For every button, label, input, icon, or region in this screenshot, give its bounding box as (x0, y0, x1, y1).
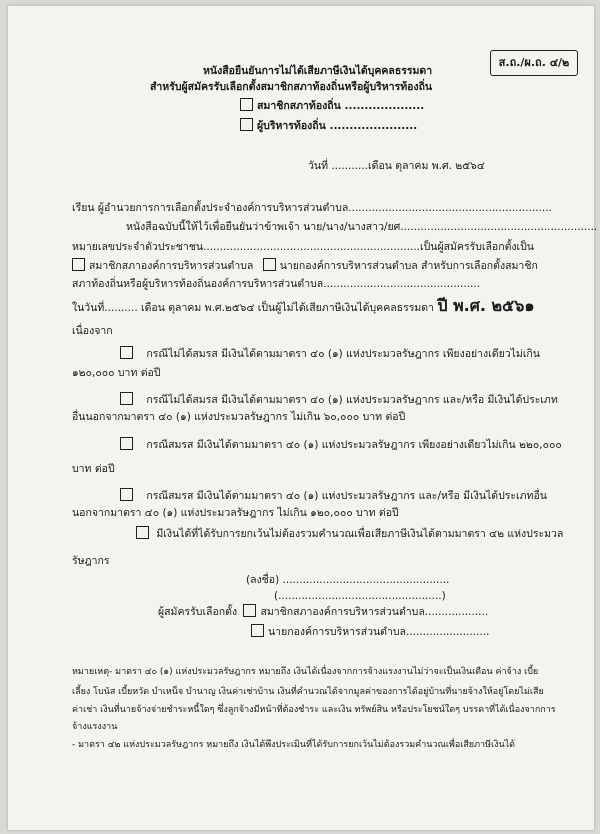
signature-name: (.................................................) (274, 590, 446, 602)
note-line1: หมายเหตุ- มาตรา ๔๐ (๑) แห่งประมวลรัษฎากร หมายถึง เงินได้เนื่องจากการจ้างแรงงานไม่ว่าจะเป็นเงินเดือน ค่าจ้าง เบี้ย (72, 667, 539, 677)
option-member-label: สมาชิกสภาท้องถิ่น .................... (257, 100, 425, 112)
candidate-option1-label: สมาชิกสภาองค์การบริหารส่วนตำบล (89, 260, 254, 272)
form-sheet (8, 6, 598, 830)
sig-option1-row (158, 604, 488, 619)
affirm-line: หนังสือฉบับนี้ให้ไว้เพื่อยืนยันว่าข้าพเจ้า นาย/นาง/นางสาว/ยศ........................................................... (126, 221, 598, 233)
case2-text: กรณีไม่ได้สมรส มีเงินได้ตามมาตรา ๔๐ (๑) แห่งประมวลรัษฎากร และ/หรือ มีเงินได้ประเภท (146, 394, 558, 406)
case1-text: กรณีไม่ได้สมรส มีเงินได้ตามมาตรา ๔๐ (๑) แห่งประมวลรัษฎากร เพียงอย่างเดียวไม่เกิน (146, 348, 540, 360)
signature-label: (ลงชื่อ) .................................................. (246, 574, 450, 586)
case4-line2: นอกจากมาตรา ๔๐ (๑) แห่งประมวลรัษฎากร ไม่เกิน ๑๒๐,๐๐๐ บาท ต่อปี (72, 507, 399, 519)
id-line: หมายเลขประจำตัวประชาชน.................................................................เป็นผู้สมัครรับเลือกตั้งเป็น (72, 241, 534, 253)
case5-text: มีเงินได้ที่ได้รับการยกเว้นไม่ต้องรวมคำนวณเพื่อเสียภาษีเงินได้ตามมาตรา ๔๒ แห่งประมวล (156, 528, 564, 540)
case5-checkbox[interactable] (136, 526, 149, 539)
option-executive-row (240, 118, 417, 133)
sig-option2-label: นายกองค์การบริหารส่วนตำบล......................... (268, 626, 490, 638)
candidate-option2-label: นายกองค์การบริหารส่วนตำบล สำหรับการเลือกตั้งสมาชิก (279, 260, 538, 272)
council-line: สภาท้องถิ่นหรือผู้บริหารท้องถิ่นองค์การบริหารส่วนตำบล............................................... (72, 278, 481, 290)
tax-year-prefix: ในวันที่.......... เดือน ตุลาคม พ.ศ.๒๕๖๔ เป็นผู้ไม่ได้เสียภาษีเงินได้บุคคลธรรมดา (72, 302, 434, 314)
member-checkbox[interactable] (240, 98, 253, 111)
option-member-row (240, 98, 424, 113)
sig-option1-label: สมาชิกสภาองค์การบริหารส่วนตำบล................... (260, 606, 489, 618)
case1-checkbox[interactable] (120, 346, 133, 359)
form-code-box: ส.ถ./ผ.ถ. ๔/๒ (490, 50, 578, 76)
case3-line2: บาท ต่อปี (72, 463, 115, 475)
form-title-line1: หนังสือยืนยันการไม่ได้เสียภาษีเงินได้บุคคลธรรมดา (203, 65, 433, 77)
sig-chief-checkbox[interactable] (251, 624, 264, 637)
sig-member-checkbox[interactable] (243, 604, 256, 617)
case2-row (120, 392, 558, 407)
case1-row (120, 346, 540, 361)
candidate-label: ผู้สมัครรับเลือกตั้ง (158, 606, 238, 618)
candidate-options-row (72, 258, 538, 273)
salutation: เรียน ผู้อำนวยการการเลือกตั้งประจำองค์การบริหารส่วนตำบล............................................................. (72, 202, 552, 214)
case4-text: กรณีสมรส มีเงินได้ตามมาตรา ๔๐ (๑) แห่งประมวลรัษฎากร และ/หรือ มีเงินได้ประเภทอื่น (146, 490, 547, 502)
note-line3: ค่าเช่า เงินที่นายจ้างจ่ายชำระหนี้ใดๆ ซึ่งลูกจ้างมีหน้าที่ต้องชำระ และเงิน ทรัพย์สิน หรือประโยชน์ใดๆ บรรดาที่ได้เนื่องจากการ (72, 705, 556, 715)
tax-year: ปี พ.ศ. ๒๕๖๑ (437, 296, 535, 315)
case4-checkbox[interactable] (120, 488, 133, 501)
option-executive-label: ผู้บริหารท้องถิ่น ...................... (257, 120, 418, 132)
executive-checkbox[interactable] (240, 118, 253, 131)
note-line5: - มาตรา ๔๒ แห่งประมวลรัษฎากร หมายถึง เงินได้พึงประเมินที่ได้รับการยกเว้นไม่ต้องรวมคำนวณเพื่อเสียภาษีเงินได้ (72, 740, 515, 750)
case4-row (120, 488, 547, 503)
case2-checkbox[interactable] (120, 392, 133, 405)
case3-text: กรณีสมรส มีเงินได้ตามมาตรา ๔๐ (๑) แห่งประมวลรัษฎากร เพียงอย่างเดียวไม่เกิน ๒๒๐,๐๐๐ (146, 439, 562, 451)
case2-line2: อื่นนอกจากมาตรา ๔๐ (๑) แห่งประมวลรัษฎากร ไม่เกิน ๖๐,๐๐๐ บาท ต่อปี (72, 411, 406, 423)
case3-checkbox[interactable] (120, 437, 133, 450)
tax-year-line (72, 296, 535, 315)
note-line2: เลี้ยง โบนัส เบี้ยหวัด บำเหน็จ บำนาญ เงินค่าเช่าบ้าน เงินที่คำนวณได้จากมูลค่าของการได้อยู่บ้านที่นายจ้างให้อยู่โดยไม่เสีย (72, 687, 544, 697)
sig-option2-row (251, 624, 489, 639)
case1-line2: ๑๒๐,๐๐๐ บาท ต่อปี (72, 367, 161, 379)
case5-row (136, 526, 563, 541)
case3-row (120, 437, 562, 452)
date-line: วันที่ ...........เดือน ตุลาคม พ.ศ. ๒๕๖๔ (308, 160, 485, 172)
note-line4: จ้างแรงงาน (72, 722, 118, 732)
case5-line2: รัษฎากร (72, 555, 110, 567)
candidate-chief-checkbox[interactable] (263, 258, 276, 271)
form-title-line2: สำหรับผู้สมัครรับเลือกตั้งสมาชิกสภาท้องถิ่นหรือผู้บริหารท้องถิ่น (150, 81, 433, 93)
candidate-member-checkbox[interactable] (72, 258, 85, 271)
because-label: เนื่องจาก (72, 325, 113, 337)
